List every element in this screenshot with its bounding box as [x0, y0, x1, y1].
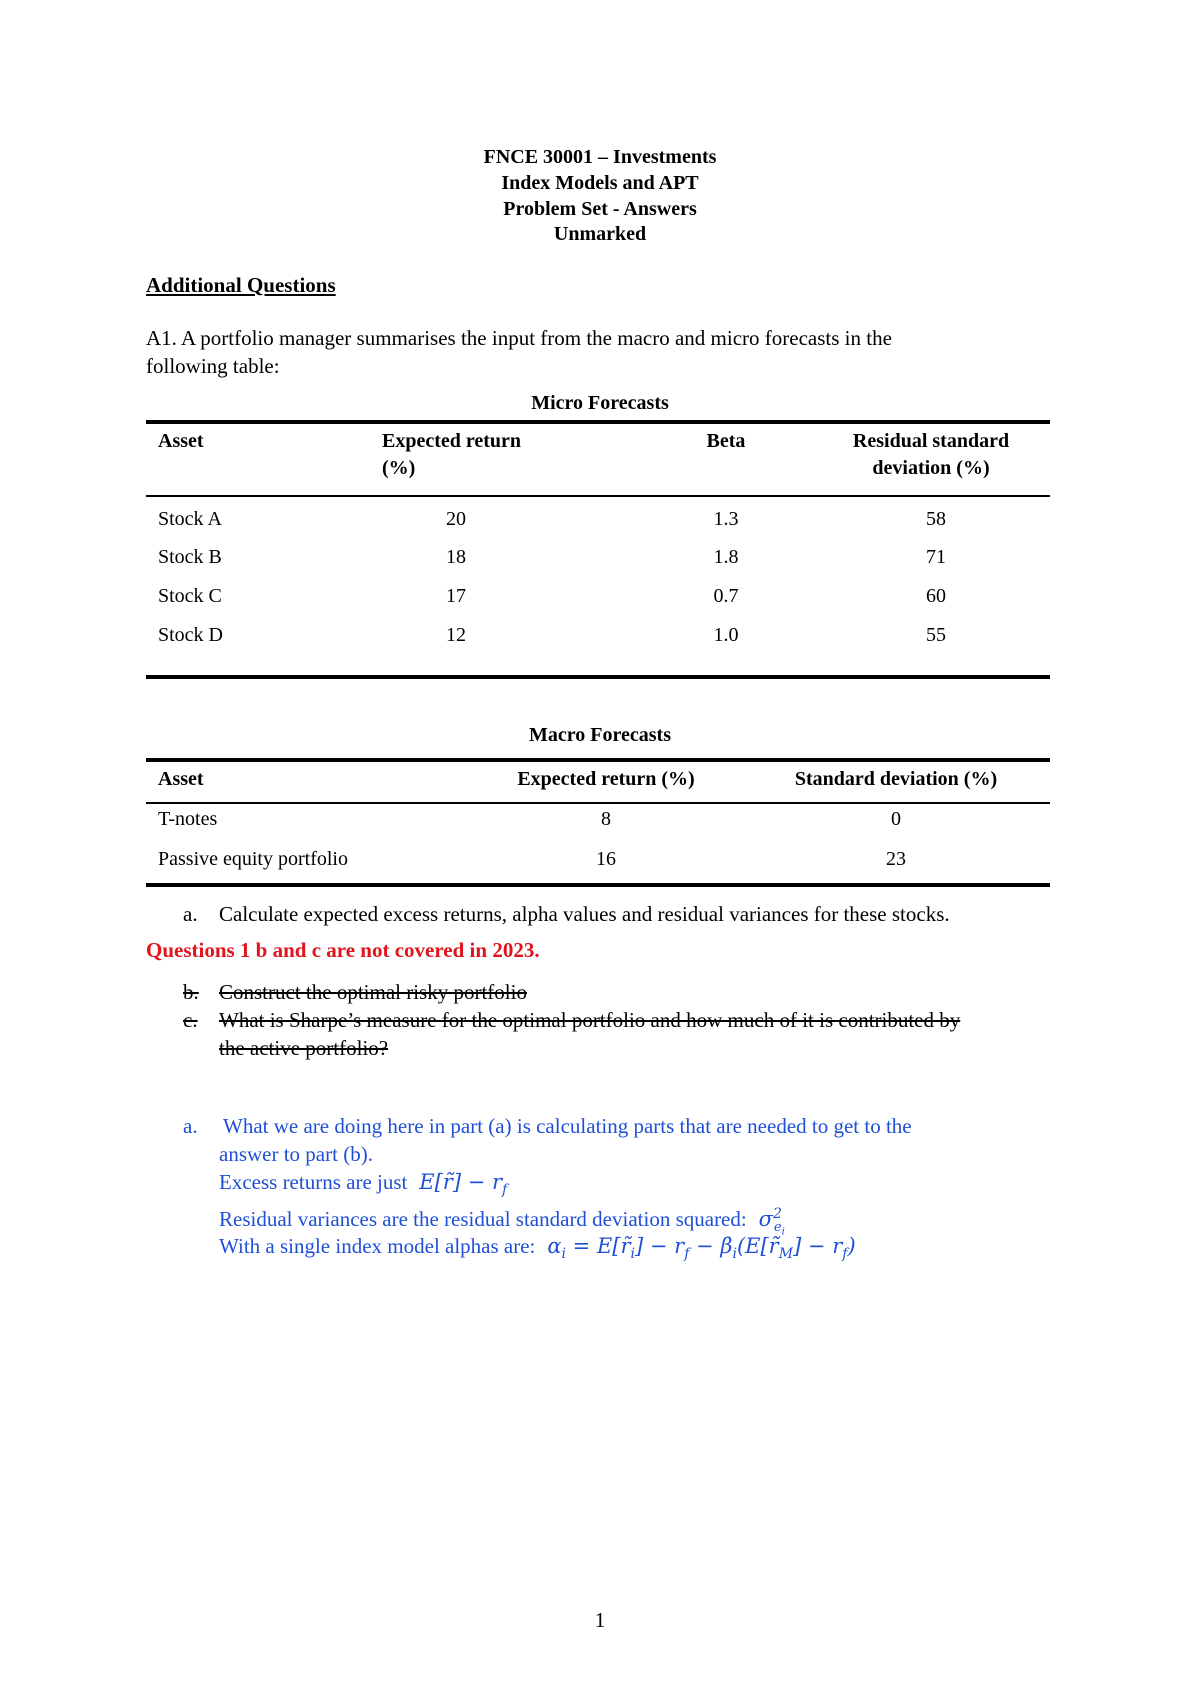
alpha-formula: $\alpha_i$ = $E[r̃_i] - r_f$ − $\beta_i(E[r̃_M] - r_f)$ — [540, 1234, 856, 1263]
question-a-text: Calculate expected excess returns, alpha values and residual variances for these stocks. — [219, 902, 950, 926]
answer-line3 — [219, 1168, 507, 1204]
cell-beta: 1.3 — [713, 508, 739, 530]
micro-header-expected-return-line1: Expected return — [382, 430, 522, 452]
macro-table-header — [146, 768, 1050, 798]
answer-line1: What we are doing here in part (a) is calculating parts that are needed to get to the — [223, 1114, 912, 1138]
table-row — [146, 808, 1050, 844]
cell-beta: 0.7 — [713, 585, 739, 607]
table-row — [146, 546, 1050, 582]
micro-table-bottom-rule — [146, 675, 1050, 679]
question-c-marker: c. — [183, 1008, 198, 1032]
cell-expected-return: 18 — [446, 546, 466, 568]
cell-asset: Stock D — [158, 624, 223, 646]
question-b-marker: b. — [183, 980, 199, 1004]
micro-header-residual-line2: deviation (%) — [872, 457, 990, 479]
micro-table-caption: Micro Forecasts — [531, 392, 669, 414]
cell-residual-sd: 58 — [926, 508, 946, 530]
micro-table-top-rule — [146, 420, 1050, 424]
cell-asset: Stock C — [158, 585, 222, 607]
cell-residual-sd: 71 — [926, 546, 946, 568]
macro-header-expected-return: Expected return (%) — [517, 768, 695, 790]
course-title: FNCE 30001 – Investments — [483, 146, 717, 168]
table-row — [146, 624, 1050, 660]
cell-sd: 23 — [886, 848, 906, 870]
coverage-note: Questions 1 b and c are not covered in 2023. — [146, 938, 540, 962]
answer-line3-text: Excess returns are just — [219, 1170, 408, 1194]
question-b-text: Construct the optimal risky portfolio — [219, 980, 527, 1004]
cell-residual-sd: 55 — [926, 624, 946, 646]
answer-line5-text: With a single index model alphas are: — [219, 1234, 536, 1258]
cell-expected-return: 8 — [601, 808, 611, 830]
question-a1-line2: following table: — [146, 354, 280, 378]
macro-table-caption: Macro Forecasts — [529, 724, 671, 746]
micro-header-expected-return — [382, 430, 521, 480]
section-heading: Additional Questions — [146, 273, 336, 297]
micro-table-header — [146, 428, 1050, 492]
table-row — [146, 585, 1050, 621]
answer-line2: answer to part (b). — [219, 1142, 373, 1166]
question-text: A portfolio manager summarises the input from the macro and micro forecasts in the — [181, 326, 892, 350]
question-c-text-line2: the active portfolio? — [219, 1036, 389, 1060]
micro-header-residual-line1: Residual standard — [852, 430, 1010, 452]
cell-beta: 1.0 — [713, 624, 739, 646]
question-label: A1. — [146, 326, 177, 350]
micro-header-beta: Beta — [706, 430, 746, 452]
answer-line4-text: Residual variances are the residual standard deviation squared: — [219, 1207, 747, 1231]
macro-header-sd: Standard deviation (%) — [794, 768, 998, 790]
table-row — [146, 848, 1050, 884]
answer-line5 — [219, 1232, 856, 1268]
cell-asset: T-notes — [158, 808, 218, 830]
question-c-text-line1: What is Sharpe’s measure for the optimal portfolio and how much of it is contributed by — [219, 1008, 961, 1032]
status-title: Unmarked — [553, 223, 647, 245]
set-title: Problem Set - Answers — [503, 198, 697, 220]
cell-sd: 0 — [891, 808, 901, 830]
question-a-marker: a. — [183, 902, 198, 926]
residual-variance-formula: $\sigma^2_{e_i}$ — [751, 1206, 785, 1238]
macro-table-top-rule — [146, 758, 1050, 762]
cell-expected-return: 20 — [446, 508, 466, 530]
cell-beta: 1.8 — [713, 546, 739, 568]
cell-asset: Passive equity portfolio — [158, 848, 348, 870]
micro-header-expected-return-line2: (%) — [382, 457, 416, 479]
micro-header-residual — [826, 430, 1036, 480]
answer-a-marker: a. — [183, 1114, 198, 1138]
topic-title: Index Models and APT — [501, 172, 699, 194]
macro-table-header-rule — [146, 802, 1050, 804]
cell-asset: Stock A — [158, 508, 222, 530]
micro-header-asset: Asset — [158, 430, 204, 452]
excess-return-formula: E[r̃] − $r_f$ — [412, 1170, 508, 1199]
cell-expected-return: 17 — [446, 585, 466, 607]
macro-table-bottom-rule — [146, 883, 1050, 887]
micro-table-header-rule — [146, 495, 1050, 497]
question-a1-line1 — [146, 324, 1046, 352]
macro-header-asset: Asset — [158, 768, 204, 790]
cell-expected-return: 12 — [446, 624, 466, 646]
table-row — [146, 508, 1050, 544]
page-number: 1 — [594, 1608, 606, 1632]
cell-asset: Stock B — [158, 546, 222, 568]
cell-residual-sd: 60 — [926, 585, 946, 607]
cell-expected-return: 16 — [596, 848, 616, 870]
